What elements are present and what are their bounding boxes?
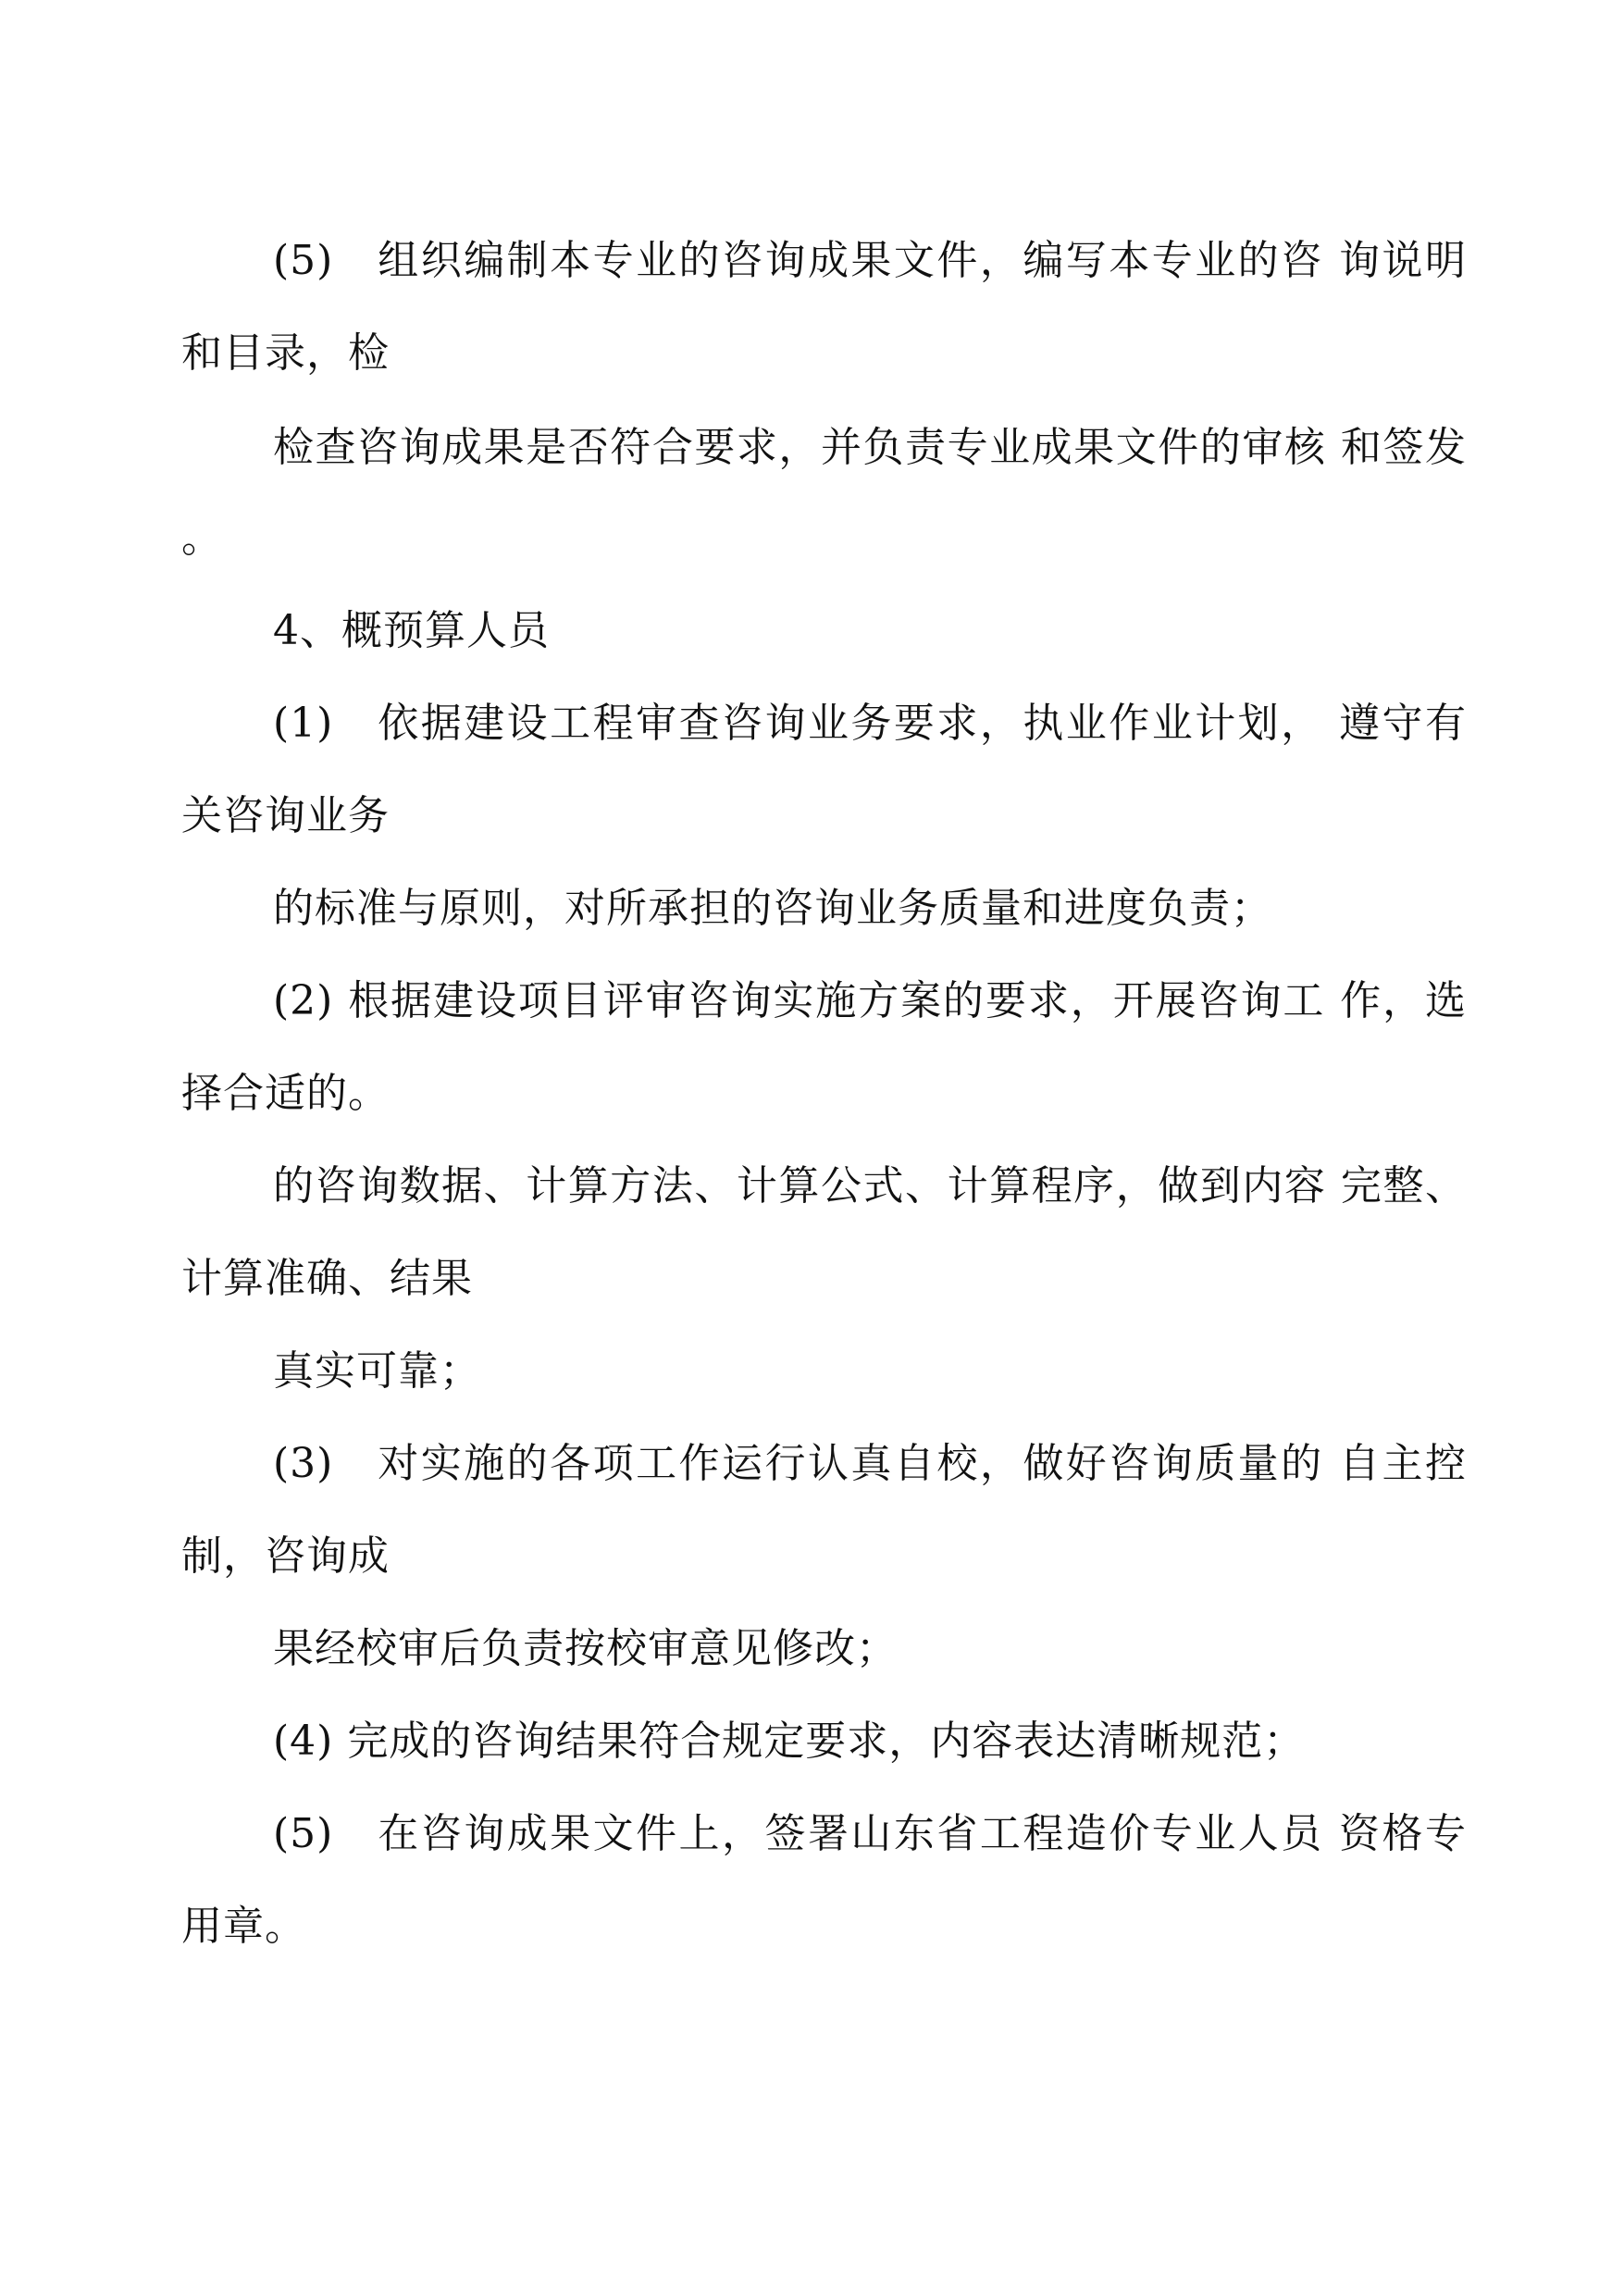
paragraph-line: 真实可靠； xyxy=(273,1347,481,1395)
paragraph-line: 果经校审后负责按校审意见修改； xyxy=(273,1625,898,1672)
paragraph-line: 用章。 xyxy=(181,1903,306,1950)
paragraph-line: (5) 组织编制本专业的咨询成果文件，编写本专业的咨 询说明 xyxy=(273,237,1467,284)
paragraph-line: 的咨询数据、计算方法、计算公式、计算程序，做到内容 完整、 xyxy=(273,1162,1467,1210)
paragraph-line: 和目录，检 xyxy=(181,329,390,377)
paragraph-line: 关咨询业务 xyxy=(181,792,390,839)
paragraph-line: 计算准确、结果 xyxy=(181,1255,473,1302)
paragraph-line: (3) 对实施的各项工作运行认真自校，做好咨询质量的 自主控 xyxy=(273,1440,1467,1487)
paragraph-line: 择合适的。 xyxy=(181,1070,390,1117)
paragraph-line: (4) 完成的咨询结果符合规定要求，内容表达清晰规范； xyxy=(273,1718,1306,1765)
paragraph-line: (2) 根据建设项目评审咨询实施方案的要求，开展咨询工 作，选 xyxy=(273,977,1467,1024)
paragraph-line: 的标准与原则，对所承担的咨询业务质量和进度负责； xyxy=(273,885,1272,932)
section-heading: 4、概预算人员 xyxy=(273,607,550,654)
paragraph-line: 。 xyxy=(181,515,223,562)
paragraph-line: (5) 在咨询成果文件上，签署山东省工程造价专业人员 资格专 xyxy=(273,1810,1467,1857)
paragraph-line: 检查咨询成果是否符合要求，并负责专业成果文件的审核 和签发 xyxy=(273,424,1467,471)
paragraph-line: (1) 依据建设工程审查咨询业务要求，执业作业计划， 遵守有 xyxy=(273,700,1467,747)
paragraph-line: 制，咨询成 xyxy=(181,1532,390,1580)
